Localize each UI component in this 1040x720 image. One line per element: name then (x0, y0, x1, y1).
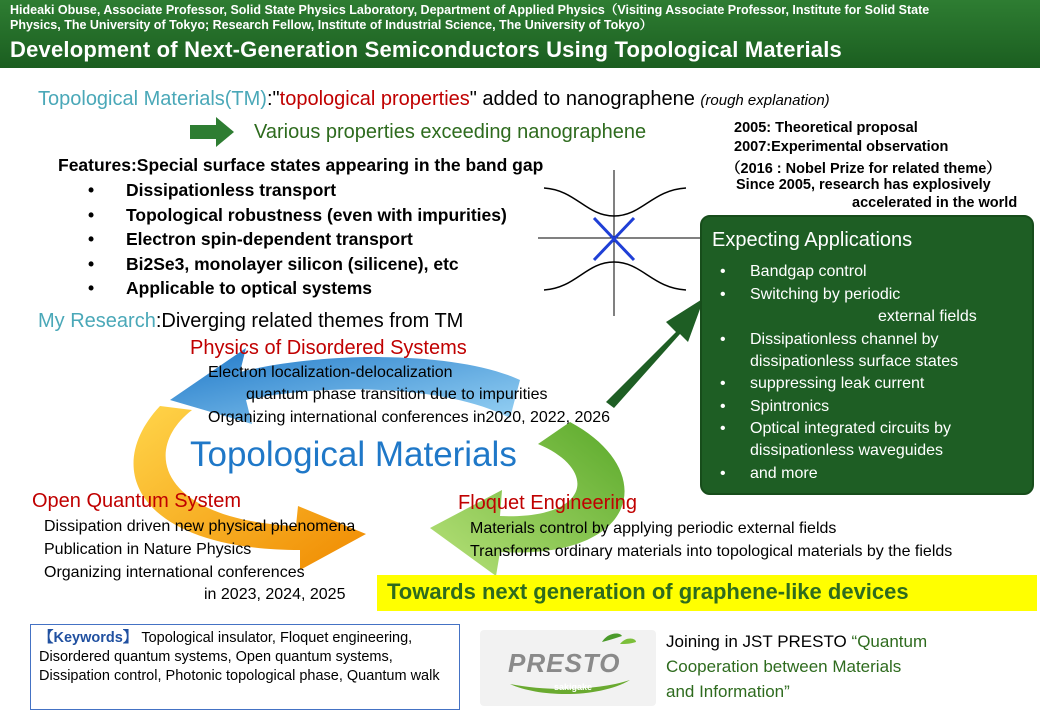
towards-banner (377, 575, 1037, 611)
keywords-text: Topological insulator, Floquet engineering, Disordered quantum systems, Open quantum systems, Dissipation control, Photonic topological phase, Quantum walk (39, 630, 440, 684)
open-line-2: Publication in Nature Physics (44, 541, 252, 558)
presto-join-quote-start: “Quantum (851, 632, 928, 651)
presto-logo (480, 630, 656, 706)
app-item-cont: external fields (878, 308, 977, 325)
topological-materials-center: Topological Materials (190, 435, 517, 474)
intro-colon: : (266, 88, 273, 110)
app-item-cont: dissipationless waveguides (750, 442, 943, 459)
my-research-label: My Research (38, 310, 156, 332)
app-bullet: • (720, 465, 726, 482)
keywords-box (30, 624, 460, 710)
up-right-arrow-icon (600, 290, 710, 410)
open-line-1: Dissipation driven new physical phenomena (44, 518, 356, 535)
timeline-since: Since 2005, research has explosively (736, 177, 991, 193)
app-bullet: • (720, 331, 726, 348)
quote-open: " (272, 88, 280, 110)
open-quantum-title: Open Quantum System (32, 490, 241, 512)
floquet-line-2: Transforms ordinary materials into topological materials by the fields (470, 543, 953, 560)
floquet-line-1: Materials control by applying periodic external fields (470, 520, 837, 537)
intro-line (38, 88, 830, 111)
disordered-title: Physics of Disordered Systems (190, 337, 467, 359)
floquet-title: Floquet Engineering (458, 492, 638, 514)
app-bullet: • (720, 375, 726, 392)
research-colon: : (155, 310, 162, 332)
presto-join-line-1 (666, 632, 927, 652)
presto-join-line-2: Cooperation between Materials (666, 657, 902, 676)
valence-band (544, 262, 686, 290)
applications-heading: Expecting Applications (712, 229, 913, 251)
timeline-accelerated: accelerated in the world (852, 195, 1018, 211)
open-line-4: in 2023, 2024, 2025 (204, 586, 346, 603)
keywords-label: 【Keywords】 (39, 630, 138, 646)
app-bullet: • (720, 263, 726, 280)
app-bullet: • (720, 420, 726, 437)
presto-sub-text: sakigake (554, 682, 593, 692)
presto-join-prefix: Joining in JST PRESTO (666, 632, 847, 651)
app-item: Bandgap control (750, 263, 867, 280)
header-banner (0, 0, 1040, 68)
disordered-line-2: quantum phase transition due to impurities (246, 386, 548, 403)
right-arrow-icon (190, 117, 236, 147)
presto-join-line-3: and Information” (666, 682, 790, 701)
app-item-cont: dissipationless surface states (750, 353, 959, 370)
page-title: Development of Next-Generation Semiconductors Using Topological Materials (10, 37, 842, 62)
conduction-band (544, 188, 686, 216)
app-item: suppressing leak current (750, 375, 925, 392)
towards-text: Towards next generation of graphene-like devices (387, 579, 909, 604)
app-bullet: • (720, 398, 726, 415)
timeline-2007: 2007:Experimental observation (734, 139, 949, 155)
intro-rest: " added to nanographene (469, 88, 695, 110)
keywords-content (39, 629, 453, 686)
author-line-1: Hideaki Obuse, Associate Professor, Solid State Physics Laboratory, Department of Applied Physics（Visiting Associate Professor, Institute for Solid State (10, 3, 930, 17)
timeline-2016: （2016 : Nobel Prize for related theme） (726, 161, 1001, 177)
rough-explanation: (rough explanation) (700, 92, 830, 109)
disordered-line-1: Electron localization-delocalization (208, 364, 453, 381)
timeline-2005: 2005: Theoretical proposal (734, 120, 918, 136)
open-line-3: Organizing international conferences (44, 564, 305, 581)
author-line-2: Physics, The University of Tokyo; Research Fellow, Institute of Industrial Science, The University of Tokyo） (10, 18, 653, 32)
various-properties-text: Various properties exceeding nanographene (254, 121, 647, 143)
app-item: Switching by periodic (750, 286, 901, 303)
disordered-line-3: Organizing international conferences in2020, 2022, 2026 (208, 409, 611, 426)
presto-logo-text: PRESTO (508, 648, 621, 678)
app-item: Dissipationless channel by (750, 331, 939, 348)
my-research-text: Diverging related themes from TM (161, 310, 464, 332)
app-item: Spintronics (750, 398, 830, 415)
app-bullet: • (720, 286, 726, 303)
tm-label: Topological Materials(TM) (38, 88, 267, 110)
app-item: and more (750, 465, 818, 482)
app-item: Optical integrated circuits by (750, 420, 951, 437)
features-heading: Features:Special surface states appearing in the band gap (58, 155, 544, 175)
applications-box (700, 215, 1034, 495)
topological-properties-text: topological properties (279, 88, 470, 110)
